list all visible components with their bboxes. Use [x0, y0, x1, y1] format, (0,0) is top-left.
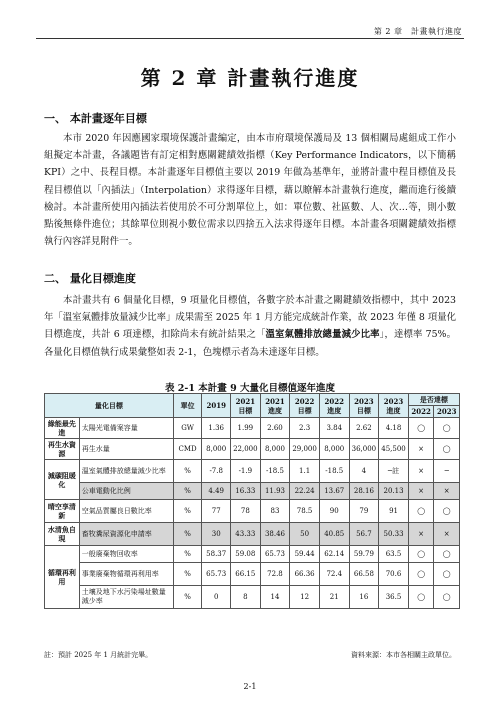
- progress-2021-cell: 8,000: [260, 439, 290, 460]
- item-cell: 一般廢棄物回收率: [79, 546, 173, 563]
- value-2019-cell: 1.36: [202, 418, 231, 439]
- progress-2022-cell: 21: [319, 586, 349, 609]
- target-2022-cell: 22.24: [290, 483, 320, 500]
- progress-2021-cell: 38.46: [260, 523, 290, 546]
- achieved-2023-cell: ◯: [434, 586, 460, 609]
- target-2021-cell: 78: [231, 500, 261, 523]
- progress-2021-cell: 72.8: [260, 563, 290, 586]
- target-2021-cell: 8: [231, 586, 261, 609]
- value-2019-cell: 8,000: [202, 439, 231, 460]
- table-row: [45, 460, 460, 483]
- progress-2021-cell: 2.60: [260, 418, 290, 439]
- achieved-2023-cell: ◯: [434, 546, 460, 563]
- target-2021-cell: 22,000: [231, 439, 261, 460]
- category-cell: 再生水資源: [45, 439, 80, 460]
- progress-2023-cell: ─註: [379, 460, 409, 483]
- page-number: 2-1: [243, 682, 257, 691]
- target-2022-cell: 1.1: [290, 460, 320, 483]
- unit-cell: %: [173, 500, 202, 523]
- section2-text-bold: 溫室氣體排放總量減少比率: [265, 329, 380, 341]
- item-cell: 溫室氣體排放總量減少比率: [79, 460, 173, 483]
- target-2023-cell: 36,000: [349, 439, 379, 460]
- header-achieved: 是否達標: [408, 394, 459, 406]
- category-cell: 循環再利用: [45, 546, 80, 609]
- item-cell: 事業廢棄物循環再利用率: [79, 563, 173, 586]
- header-2019: 2019: [202, 394, 231, 418]
- achieved-2022-cell: ◯: [408, 500, 434, 523]
- progress-2021-cell: 65.73: [260, 546, 290, 563]
- table-source: 資料來源：本市各相關主政單位。: [351, 651, 456, 659]
- achieved-2023-cell: ◯: [434, 418, 460, 439]
- progress-2023-cell: 45,500: [379, 439, 409, 460]
- section2-text: [44, 292, 456, 361]
- unit-cell: %: [173, 523, 202, 546]
- section1-paragraph: [44, 130, 456, 250]
- target-2022-cell: 78.5: [290, 500, 320, 523]
- unit-cell: %: [173, 460, 202, 483]
- category-cell: 減碳阻暖化: [45, 460, 80, 500]
- table-row: [45, 523, 460, 546]
- item-cell: 空氣品質屬良日數比率: [79, 500, 173, 523]
- progress-2022-cell: 62.14: [319, 546, 349, 563]
- category-cell: 綠能最先進: [45, 418, 80, 439]
- category-cell: 水清魚自現: [45, 523, 80, 546]
- header-2021-target: 2021目標: [231, 394, 261, 418]
- progress-2023-cell: 63.5: [379, 546, 409, 563]
- progress-2022-cell: 90: [319, 500, 349, 523]
- section2-text-b: 」，達標率 75%。各量化目標值執行成果彙整如表 2-1，色塊標示者為未達逐年目標。: [44, 329, 456, 358]
- value-2019-cell: 65.73: [202, 563, 231, 586]
- table-row: [45, 500, 460, 523]
- table-header-row: [45, 394, 460, 406]
- unit-cell: CMD: [173, 439, 202, 460]
- unit-cell: %: [173, 563, 202, 586]
- target-2022-cell: 66.36: [290, 563, 320, 586]
- target-2022-cell: 29,000: [290, 439, 320, 460]
- progress-2022-cell: 8,000: [319, 439, 349, 460]
- table-row: [45, 546, 460, 563]
- target-2022-cell: 2.3: [290, 418, 320, 439]
- progress-2022-cell: 40.85: [319, 523, 349, 546]
- achieved-2022-cell: ◯: [408, 563, 434, 586]
- header-achieved-2023: 2023: [434, 406, 460, 418]
- progress-2023-cell: 4.18: [379, 418, 409, 439]
- unit-cell: %: [173, 546, 202, 563]
- target-2021-cell: 66.15: [231, 563, 261, 586]
- value-2019-cell: 0: [202, 586, 231, 609]
- target-2021-cell: -1.9: [231, 460, 261, 483]
- progress-2023-cell: 36.5: [379, 586, 409, 609]
- table-row: [45, 418, 460, 439]
- section1-heading: 一、 本計畫逐年目標: [44, 112, 147, 125]
- chapter-title: 第 2 章 計畫執行進度: [140, 66, 360, 90]
- achieved-2022-cell: ×: [408, 460, 434, 483]
- unit-cell: GW: [173, 418, 202, 439]
- section2-paragraph: [44, 292, 456, 361]
- section2-text-a: 本計畫共有 6 個量化目標，9 項量化目標值，各數字於本計畫之關鍵績效指標中，其中 2023 年「溫室氣體排放量減少比率」成果需至 2025 年 1 月方能完成統計作業，故 2023 年僅 8 項量化目標進度，共計 6 項達標，扣除尚未有統計結果之「: [44, 295, 456, 341]
- item-cell: 土壤及地下水污染場址數量減少率: [79, 586, 173, 609]
- target-2021-cell: 59.08: [231, 546, 261, 563]
- header-2022-progress: 2022進度: [319, 394, 349, 418]
- header-achieved-2022: 2022: [408, 406, 434, 418]
- progress-2022-cell: 72.4: [319, 563, 349, 586]
- value-2019-cell: 77: [202, 500, 231, 523]
- target-2021-cell: 16.33: [231, 483, 261, 500]
- progress-2023-cell: 50.33: [379, 523, 409, 546]
- value-2019-cell: 58.37: [202, 546, 231, 563]
- target-2021-cell: 1.99: [231, 418, 261, 439]
- progress-2023-cell: 70.6: [379, 563, 409, 586]
- value-2019-cell: 30: [202, 523, 231, 546]
- achieved-2023-cell: ◯: [434, 439, 460, 460]
- progress-2022-cell: 13.67: [319, 483, 349, 500]
- progress-2023-cell: 20.13: [379, 483, 409, 500]
- target-2022-cell: 59.44: [290, 546, 320, 563]
- progress-2021-cell: 83: [260, 500, 290, 523]
- header-2022-target: 2022目標: [290, 394, 320, 418]
- header-2021-progress: 2021進度: [260, 394, 290, 418]
- section1-text: 本市 2020 年因應國家環境保護計畫編定，由本市府環境保護局及 13 個相關局處組成工作小組擬定本計畫，各議題皆有訂定相對應關鍵績效指標（Key Performance Indicators，以下簡稱 KPI）之中、長程目標。本計畫逐年目標值主要以 2019 年做為基準年，並將計畫中程目標值及長程目標值以「內插法」（Interpolation）求得逐年目標，藉以瞭解本計畫執行進度，繼而進行後續檢討。本計畫所使用內插法若使用於不可分割單位上，如：單位數、社區數、人、次…等，則小數點後無條件進位；其餘單位則視小數位需求以四捨五入法求得逐年目標。本計畫各項關鍵績效指標執行內容詳見附件一。: [44, 133, 456, 248]
- header-unit: 單位: [173, 394, 202, 418]
- target-2023-cell: 79: [349, 500, 379, 523]
- target-2023-cell: 59.79: [349, 546, 379, 563]
- table-row: [45, 586, 460, 609]
- achieved-2022-cell: ◯: [408, 418, 434, 439]
- target-2022-cell: 12: [290, 586, 320, 609]
- unit-cell: %: [173, 483, 202, 500]
- achieved-2022-cell: ◯: [408, 586, 434, 609]
- value-2019-cell: -7.8: [202, 460, 231, 483]
- header-2023-target: 2023目標: [349, 394, 379, 418]
- achieved-2022-cell: ×: [408, 483, 434, 500]
- progress-2023-cell: 91: [379, 500, 409, 523]
- target-2022-cell: 50: [290, 523, 320, 546]
- table-note: 註：預計 2025 年 1 月統計完畢。: [44, 651, 153, 659]
- table-body: [45, 418, 460, 609]
- target-2023-cell: 2.62: [349, 418, 379, 439]
- target-2023-cell: 16: [349, 586, 379, 609]
- header-rule: [36, 38, 464, 39]
- target-2023-cell: 28.16: [349, 483, 379, 500]
- item-cell: 公車電動化比例: [79, 483, 173, 500]
- category-cell: 晴空享清新: [45, 500, 80, 523]
- header-2023-progress: 2023進度: [379, 394, 409, 418]
- target-2023-cell: 56.7: [349, 523, 379, 546]
- value-2019-cell: 4.49: [202, 483, 231, 500]
- progress-2022-cell: 3.84: [319, 418, 349, 439]
- achieved-2023-cell: ◯: [434, 500, 460, 523]
- item-cell: 畜牧糞尿資源化申請率: [79, 523, 173, 546]
- achieved-2022-cell: ×: [408, 523, 434, 546]
- achieved-2022-cell: ◯: [408, 546, 434, 563]
- table-caption: 表 2-1 本計畫 9 大量化目標值逐年進度: [164, 383, 335, 394]
- achieved-2023-cell: ×: [434, 523, 460, 546]
- item-cell: 太陽光電備案容量: [79, 418, 173, 439]
- target-2023-cell: 4: [349, 460, 379, 483]
- item-cell: 再生水量: [79, 439, 173, 460]
- target-2023-cell: 66.58: [349, 563, 379, 586]
- target-2021-cell: 43.33: [231, 523, 261, 546]
- section2-heading: 二、 量化目標進度: [44, 272, 136, 285]
- table-row: [45, 439, 460, 460]
- progress-2022-cell: -18.5: [319, 460, 349, 483]
- table-container: [44, 393, 460, 609]
- achieved-2023-cell: ─: [434, 460, 460, 483]
- achieved-2023-cell: ×: [434, 483, 460, 500]
- table-row: [45, 563, 460, 586]
- achieved-2023-cell: ◯: [434, 563, 460, 586]
- progress-2021-cell: -18.5: [260, 460, 290, 483]
- unit-cell: %: [173, 586, 202, 609]
- progress-2021-cell: 14: [260, 586, 290, 609]
- header-item: 量化目標: [45, 394, 174, 418]
- quantitative-goals-table: [44, 393, 460, 609]
- running-header: 第 2 章 計畫執行進度: [373, 27, 462, 36]
- achieved-2022-cell: ×: [408, 439, 434, 460]
- table-row: [45, 483, 460, 500]
- progress-2021-cell: 11.93: [260, 483, 290, 500]
